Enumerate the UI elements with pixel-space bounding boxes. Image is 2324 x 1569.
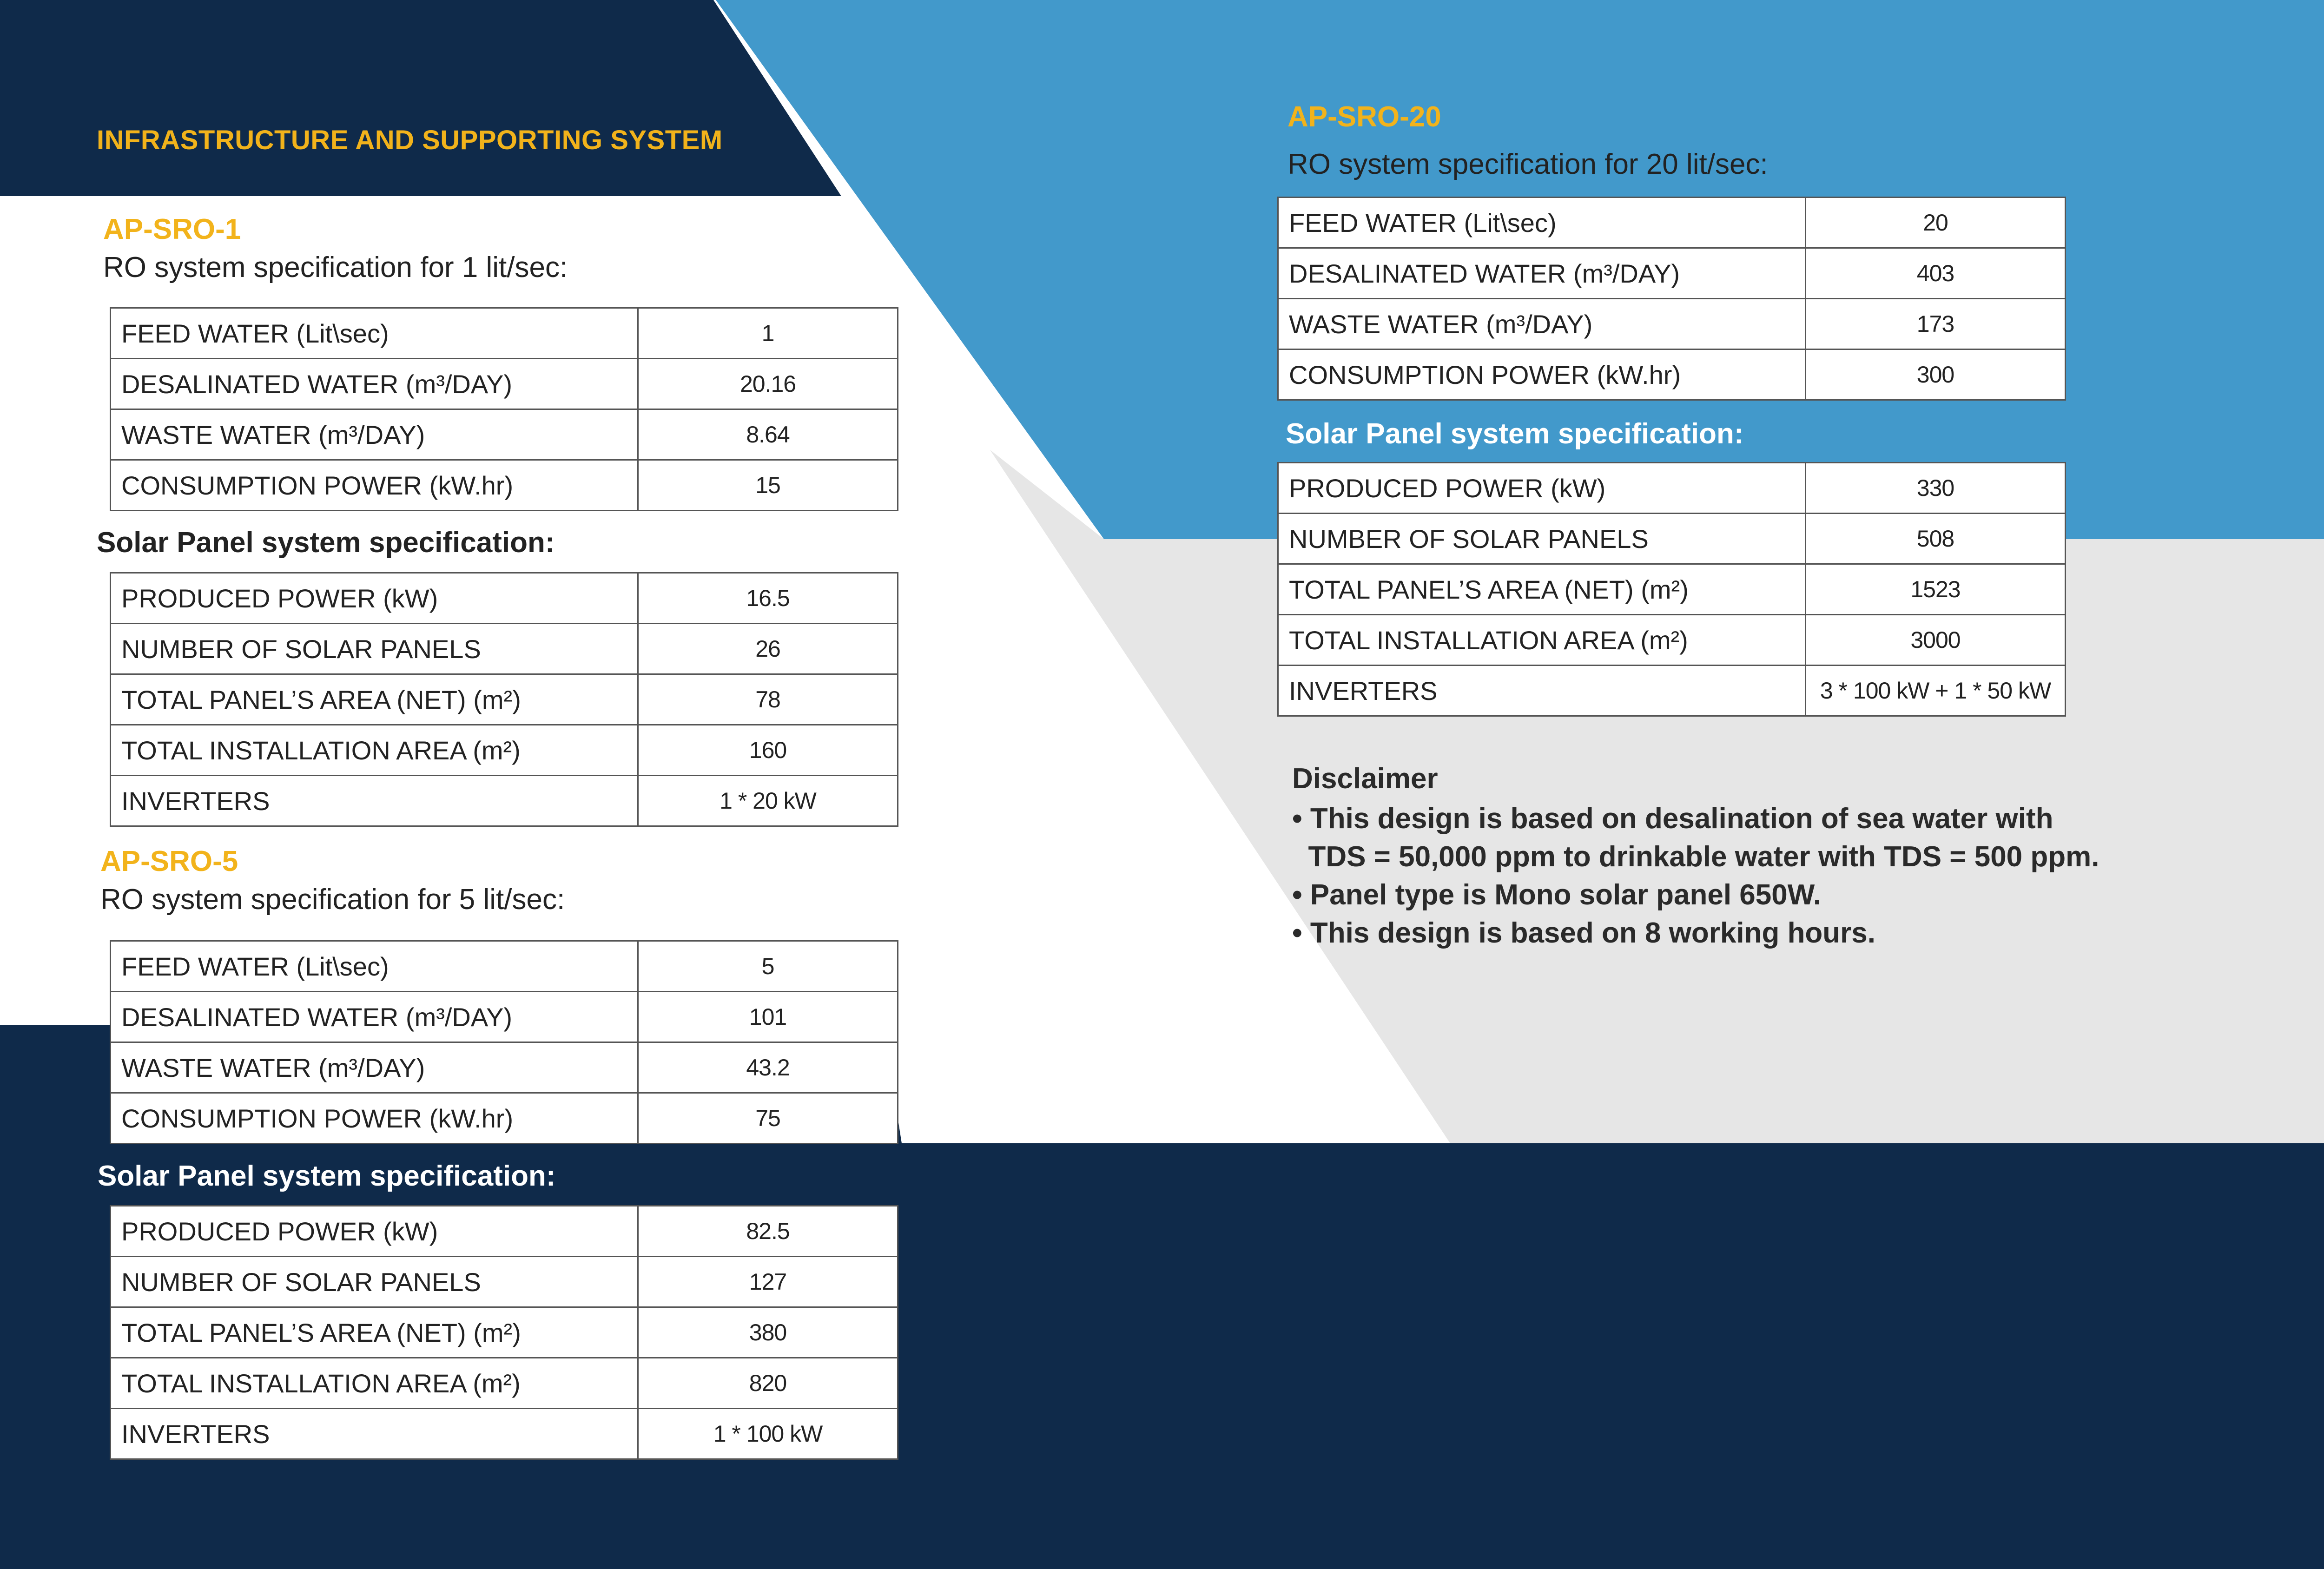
sro1-ro-title: RO system specification for 1 lit/sec:: [103, 251, 568, 283]
disclaimer-line: • This design is based on 8 working hours.: [1292, 917, 1876, 949]
row-label: PRODUCED POWER (kW): [111, 1206, 638, 1257]
row-label: DESALINATED WATER (m³/DAY): [111, 359, 638, 409]
row-label: PRODUCED POWER (kW): [111, 573, 638, 624]
row-label: TOTAL PANEL’S AREA (NET) (m²): [1278, 564, 1806, 615]
row-value: 380: [638, 1307, 898, 1358]
row-value: 127: [638, 1257, 898, 1307]
row-value: 3 * 100 kW + 1 * 50 kW: [1806, 666, 2066, 716]
row-label: DESALINATED WATER (m³/DAY): [111, 992, 638, 1042]
table-row: [111, 409, 898, 460]
row-value: 330: [1806, 463, 2066, 514]
table-row: [1278, 666, 2066, 716]
row-value: 5: [638, 941, 898, 992]
table-row: [111, 941, 898, 992]
row-value: 15: [638, 460, 898, 511]
table-row: [1278, 349, 2066, 400]
row-value: 82.5: [638, 1206, 898, 1257]
row-label: INVERTERS: [111, 1409, 638, 1459]
disclaimer-line: • Panel type is Mono solar panel 650W.: [1292, 879, 1822, 911]
table-row: [111, 725, 898, 776]
sro1-solar-table: [110, 572, 898, 827]
row-value: 820: [638, 1358, 898, 1409]
row-value: 1 * 20 kW: [638, 776, 898, 826]
row-label: INVERTERS: [1278, 666, 1806, 716]
row-label: CONSUMPTION POWER (kW.hr): [111, 1093, 638, 1144]
row-label: WASTE WATER (m³/DAY): [1278, 299, 1806, 349]
row-label: TOTAL PANEL’S AREA (NET) (m²): [111, 674, 638, 725]
row-label: NUMBER OF SOLAR PANELS: [111, 1257, 638, 1307]
row-label: PRODUCED POWER (kW): [1278, 463, 1806, 514]
table-row: [111, 992, 898, 1042]
table-row: [111, 776, 898, 826]
table-row: [111, 1358, 898, 1409]
sro20-code: AP-SRO-20: [1287, 101, 1441, 133]
row-value: 1 * 100 kW: [638, 1409, 898, 1459]
row-value: 16.5: [638, 573, 898, 624]
disclaimer-line: • This design is based on desalination of sea water with: [1292, 803, 2053, 835]
row-value: 403: [1806, 248, 2066, 299]
table-row: [111, 1257, 898, 1307]
sro20-solar-table: [1277, 462, 2066, 717]
row-label: TOTAL INSTALLATION AREA (m²): [111, 1358, 638, 1409]
sro20-ro-table: [1277, 197, 2066, 401]
table-row: [111, 359, 898, 409]
table-row: [111, 1307, 898, 1358]
row-label: WASTE WATER (m³/DAY): [111, 409, 638, 460]
sro1-solar-title: Solar Panel system specification:: [97, 527, 555, 559]
table-row: [111, 1206, 898, 1257]
row-value: 75: [638, 1093, 898, 1144]
navy-header-shape: [0, 0, 841, 196]
table-row: [1278, 514, 2066, 564]
table-row: [1278, 564, 2066, 615]
table-row: [111, 624, 898, 674]
row-value: 20.16: [638, 359, 898, 409]
table-row: [111, 460, 898, 511]
table-row: [111, 308, 898, 359]
row-label: TOTAL INSTALLATION AREA (m²): [111, 725, 638, 776]
disclaimer-line: TDS = 50,000 ppm to drinkable water with TDS = 500 ppm.: [1292, 841, 2100, 873]
row-label: CONSUMPTION POWER (kW.hr): [111, 460, 638, 511]
row-value: 300: [1806, 349, 2066, 400]
row-label: INVERTERS: [111, 776, 638, 826]
row-label: TOTAL PANEL’S AREA (NET) (m²): [111, 1307, 638, 1358]
row-value: 78: [638, 674, 898, 725]
row-value: 160: [638, 725, 898, 776]
table-row: [1278, 248, 2066, 299]
row-value: 20: [1806, 198, 2066, 248]
sro20-ro-title: RO system specification for 20 lit/sec:: [1287, 148, 1768, 180]
row-value: 26: [638, 624, 898, 674]
row-value: 3000: [1806, 615, 2066, 666]
table-row: [111, 1409, 898, 1459]
sro1-ro-table: [110, 307, 898, 511]
row-value: 1523: [1806, 564, 2066, 615]
row-label: FEED WATER (Lit\sec): [111, 941, 638, 992]
row-label: FEED WATER (Lit\sec): [1278, 198, 1806, 248]
row-label: NUMBER OF SOLAR PANELS: [111, 624, 638, 674]
row-label: DESALINATED WATER (m³/DAY): [1278, 248, 1806, 299]
row-label: CONSUMPTION POWER (kW.hr): [1278, 349, 1806, 400]
row-value: 43.2: [638, 1042, 898, 1093]
row-label: NUMBER OF SOLAR PANELS: [1278, 514, 1806, 564]
table-row: [111, 1093, 898, 1144]
row-value: 173: [1806, 299, 2066, 349]
row-value: 508: [1806, 514, 2066, 564]
sro5-ro-title: RO system specification for 5 lit/sec:: [100, 883, 565, 916]
table-row: [1278, 299, 2066, 349]
sro1-code: AP-SRO-1: [103, 213, 241, 245]
row-label: TOTAL INSTALLATION AREA (m²): [1278, 615, 1806, 666]
table-row: [111, 573, 898, 624]
row-label: WASTE WATER (m³/DAY): [111, 1042, 638, 1093]
table-row: [1278, 198, 2066, 248]
sro5-solar-title: Solar Panel system specification:: [98, 1160, 556, 1192]
row-value: 101: [638, 992, 898, 1042]
row-value: 8.64: [638, 409, 898, 460]
row-label: FEED WATER (Lit\sec): [111, 308, 638, 359]
page-header-title: INFRASTRUCTURE AND SUPPORTING SYSTEM: [97, 125, 723, 155]
sro5-ro-table: [110, 940, 898, 1144]
disclaimer-title: Disclaimer: [1292, 763, 1438, 795]
table-row: [111, 674, 898, 725]
table-row: [111, 1042, 898, 1093]
table-row: [1278, 615, 2066, 666]
row-value: 1: [638, 308, 898, 359]
sro20-solar-title: Solar Panel system specification:: [1286, 418, 1744, 450]
sro5-code: AP-SRO-5: [100, 845, 238, 877]
sro5-solar-table: [110, 1205, 898, 1460]
table-row: [1278, 463, 2066, 514]
